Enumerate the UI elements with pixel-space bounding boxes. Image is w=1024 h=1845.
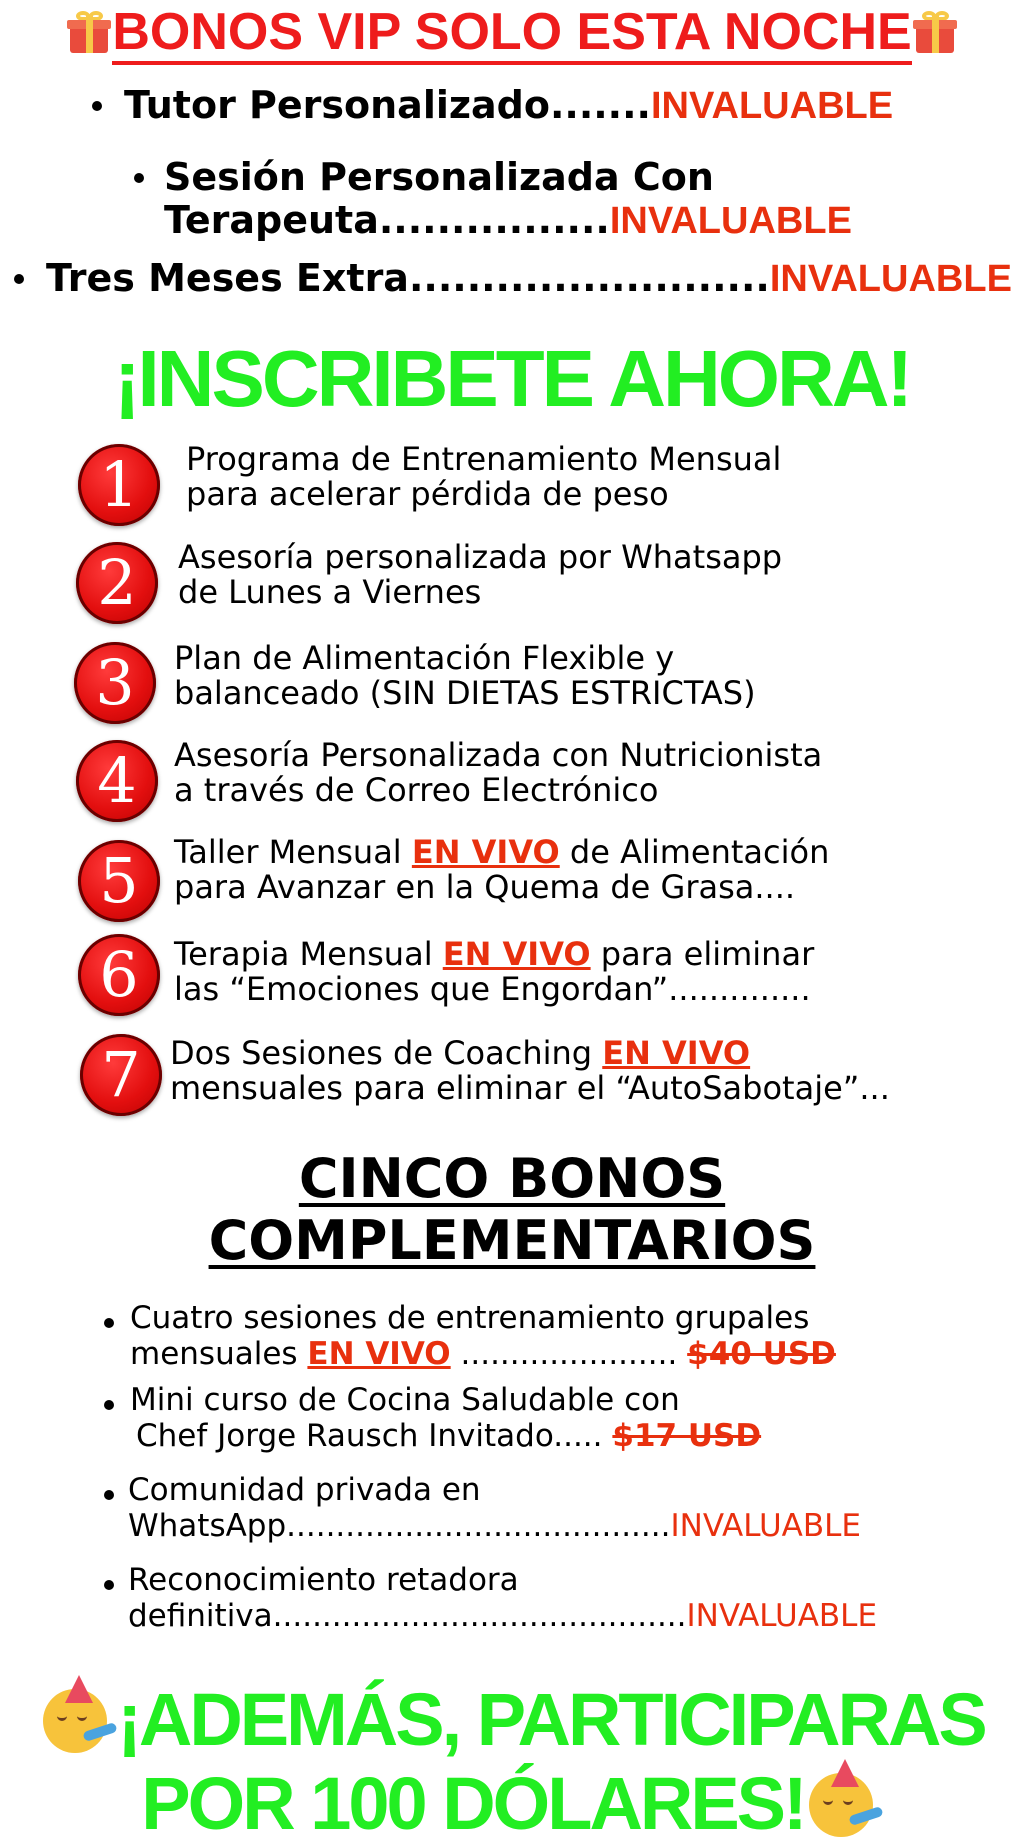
cta-heading: ¡INSCRIBETE AHORA! (113, 334, 911, 423)
vip-bonus-item: Tres Meses Extra.........................INVALUABLE (46, 256, 1012, 300)
bullet (134, 173, 144, 183)
feature-item: Taller Mensual EN VIVO de Alimentación para Avanzar en la Quema de Grasa.... (174, 833, 830, 906)
vip-bonus-title (0, 2, 1024, 62)
number-badge-icon: 1 (78, 444, 160, 526)
number-badge-icon: 6 (78, 934, 160, 1016)
feature-item: Asesoría personalizada por Whatsapp de Lunes a Viernes (178, 538, 783, 611)
party-face-icon (805, 1759, 883, 1837)
feature-item: Plan de Alimentación Flexible y balanceado (SIN DIETAS ESTRICTAS) (174, 639, 756, 712)
number-badge-icon: 7 (80, 1034, 162, 1116)
bonus-item: Cuatro sesiones de entrenamiento grupales mensuales EN VIVO ...................... $40 USD (130, 1300, 836, 1372)
gift-icon (912, 11, 958, 53)
vip-bonus-item: Tutor Personalizado.......INVALUABLE (124, 83, 894, 127)
number-badge-icon: 3 (74, 642, 156, 724)
en-vivo-highlight: EN VIVO (411, 833, 560, 871)
vip-title-text: BONOS VIP SOLO ESTA NOCHE (112, 3, 911, 65)
feature-item: Terapia Mensual EN VIVO para eliminar las “Emociones que Engordan”.............. (174, 935, 815, 1008)
bullet (104, 1318, 114, 1328)
en-vivo-highlight: EN VIVO (442, 935, 591, 973)
bullet (104, 1580, 114, 1590)
number-badge-icon: 5 (78, 840, 160, 922)
number-badge-icon: 4 (76, 740, 158, 822)
bullet (92, 101, 102, 111)
bullet (14, 274, 24, 284)
bonus-item: Mini curso de Cocina Saludable con Chef Jorge Rausch Invitado..... $17 USD (130, 1382, 762, 1454)
number-badge-icon: 2 (76, 542, 158, 624)
bonus-item: Comunidad privada en WhatsApp.......................................INVALUABLE (128, 1472, 861, 1544)
party-face-icon (39, 1675, 117, 1753)
bullet (104, 1490, 114, 1500)
bullet (104, 1400, 114, 1410)
price-strikethrough: $17 USD (612, 1418, 762, 1454)
feature-item: Programa de Entrenamiento Mensual para acelerar pérdida de peso (186, 440, 782, 513)
vip-bonus-item: Sesión Personalizada Con Terapeuta................INVALUABLE (164, 155, 852, 242)
feature-item: Asesoría Personalizada con Nutricionista a través de Correo Electrónico (174, 736, 823, 809)
en-vivo-highlight: EN VIVO (307, 1336, 451, 1372)
bonus-item: Reconocimiento retadora definitiva..........................................INVALUABLE (128, 1562, 878, 1634)
feature-item: Dos Sesiones de Coaching EN VIVO mensuales para eliminar el “AutoSabotaje”... (170, 1034, 890, 1107)
final-announcement: ¡ADEMÁS, PARTICIPARAS POR 100 DÓLARES! (0, 1675, 1024, 1843)
price-strikethrough: $40 USD (687, 1336, 836, 1372)
gift-icon (66, 11, 112, 53)
bonus-section-title: CINCO BONOS COMPLEMENTARIOS (208, 1147, 816, 1272)
en-vivo-highlight: EN VIVO (602, 1034, 751, 1072)
